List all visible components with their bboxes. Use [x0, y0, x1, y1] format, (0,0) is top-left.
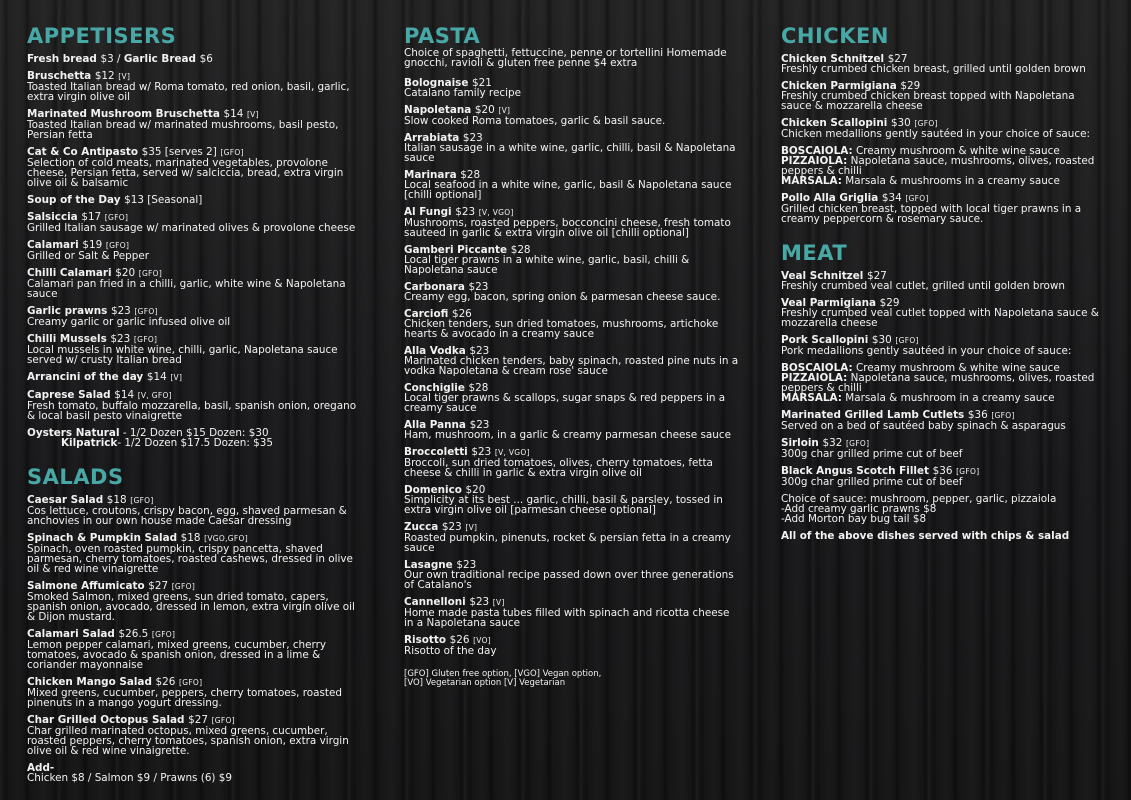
column-pasta	[404, 24, 739, 688]
menu-item	[27, 677, 357, 708]
item-description: Spinach, oven roasted pumpkin, crispy pancetta, shaved parmesan, cherry tomatoes, roasted cashews, dressed in olive oil & red wine vinaigrette	[27, 543, 353, 575]
menu-item	[27, 390, 357, 421]
item-price: $3	[100, 53, 114, 65]
item-price: $27	[866, 270, 887, 282]
sauce-name: MARSALA:	[781, 392, 842, 404]
item-price: $23	[469, 345, 490, 357]
dietary-tag: [V, VGO]	[478, 208, 514, 217]
dietary-tag: [GFO]	[138, 269, 163, 278]
add-label: Add-	[27, 762, 55, 774]
menu-item	[404, 282, 739, 302]
item-name: Calamari Salad	[27, 628, 115, 640]
menu-item	[781, 54, 1106, 74]
item-description: Creamy egg, bacon, spring onion & parmesan cheese sauce.	[404, 291, 721, 303]
sauce-description: Creamy mushroom & white wine sauce	[855, 362, 1060, 374]
sauce-description: Marsala & mushroom in a creamy sauce	[845, 392, 1055, 404]
menu-item	[27, 212, 357, 233]
add-line: Chicken $8 / Salmon $9 / Prawns (6) $9	[27, 772, 233, 784]
item-description: Local mussels in white wine, chilli, garlic, Napoletana sauce served w/ crusty Italian bread	[27, 344, 338, 366]
menu-item	[27, 306, 357, 327]
dietary-tag: [GFO]	[895, 336, 919, 345]
item-price: $23	[462, 132, 483, 144]
item-price: $23	[110, 333, 131, 345]
dietary-tag: [V]	[465, 523, 478, 532]
item-name: Marinara	[404, 169, 457, 181]
meat-choices	[781, 494, 1106, 524]
dietary-tag: [GFO]	[151, 630, 176, 639]
item-name: Chilli Mussels	[27, 333, 107, 345]
sauce-description: Napoletana sauce, mushrooms, olives, roasted peppers & chilli	[781, 155, 1095, 177]
item-description: Marinated chicken tenders, baby spinach, roasted pine nuts in a vodka Napoletana & cream rose' sauce	[404, 355, 739, 377]
menu-item	[404, 597, 739, 628]
item-name: Chicken Scallopini	[781, 117, 888, 129]
item-name: Marinated Grilled Lamb Cutlets	[781, 409, 965, 421]
menu-item	[781, 410, 1106, 431]
item-description: Our own traditional recipe passed down over three generations of Catalano's	[404, 569, 734, 591]
item-description: Catalano family recipe	[404, 87, 521, 99]
sauce-name: BOSCAIOLA:	[781, 145, 853, 157]
dietary-tag: [V]	[492, 598, 505, 607]
section-title-chicken: CHICKEN	[781, 24, 889, 48]
menu-item	[781, 298, 1106, 328]
menu-item	[781, 81, 1106, 111]
menu-item	[404, 170, 739, 200]
item-description: Served on a bed of sautéed baby spinach & asparagus	[781, 420, 1066, 432]
item-price: $23	[469, 596, 490, 608]
item-name: Fresh bread	[27, 53, 97, 65]
item-price: $26.5	[118, 628, 149, 640]
item-price: $18	[180, 532, 201, 544]
item-name: Cannelloni	[404, 596, 466, 608]
menu-item	[27, 581, 357, 622]
item-price: $27	[887, 53, 908, 65]
item-description: Simplicity at its best ... garlic, chilli, basil & parsley, tossed in extra virgin olive oil [parmesan cheese optional]	[404, 494, 723, 516]
sauce-name: PIZZAIOLA:	[781, 372, 848, 384]
item-name: Oysters Natural	[27, 427, 120, 439]
menu-item	[404, 309, 739, 339]
sauce-description: Napoletana sauce, mushrooms, olives, roasted peppers & chilli	[781, 372, 1095, 394]
item-name: Garlic prawns	[27, 305, 108, 317]
item-name: Salsiccia	[27, 211, 78, 223]
menu-item	[404, 383, 739, 413]
item-name: Alla Vodka	[404, 345, 466, 357]
item-name: Chilli Calamari	[27, 267, 112, 279]
dietary-tag: [GFO]	[171, 582, 196, 591]
item-description: Chicken medallions gently sautéed in your choice of sauce:	[781, 128, 1090, 140]
item-price: $14	[114, 389, 135, 401]
item-description: Italian sausage in a white wine, garlic, chilli, basil & Napoletana sauce	[404, 142, 736, 164]
menu-item	[781, 118, 1106, 139]
sauce-name: BOSCAIOLA:	[781, 362, 853, 374]
dietary-legend	[404, 670, 739, 688]
item-description: Roasted pumpkin, pinenuts, rocket & persian fetta in a creamy sauce	[404, 532, 731, 554]
dietary-tag: [GFO]	[104, 213, 129, 222]
item-price: $21	[472, 77, 492, 89]
chicken-sauce-list	[781, 146, 1106, 186]
item-price: - 1/2 Dozen $17.5 Dozen: $35	[117, 437, 274, 449]
item-description: Calamari pan fried in a chilli, garlic, white wine & Napoletana sauce	[27, 278, 346, 300]
item-name: Calamari	[27, 239, 79, 251]
item-price: $28	[510, 244, 531, 256]
item-description: Freshly crumbed chicken breast, grilled until golden brown	[781, 63, 1086, 75]
item-price: $28	[460, 169, 481, 181]
item-name: Veal Schnitzel	[781, 270, 864, 282]
item-name: Pork Scallopini	[781, 334, 869, 346]
item-price: $36	[967, 409, 988, 421]
item-name: Caesar Salad	[27, 494, 104, 506]
section-title-meat: MEAT	[781, 241, 848, 265]
column-appetisers-salads	[27, 24, 357, 790]
item-name: Conchiglie	[404, 382, 465, 394]
meat-list-2	[781, 410, 1106, 487]
item-name: Broccoletti	[404, 446, 468, 458]
item-description: Pork medallions gently sautéed in your choice of sauce:	[781, 345, 1072, 357]
item-name: Domenico	[404, 484, 462, 496]
menu-item	[27, 533, 357, 574]
appetisers-list	[27, 71, 357, 421]
item-price: $18	[106, 494, 127, 506]
sauce-option	[781, 156, 1106, 176]
item-price: $19	[82, 239, 103, 251]
section-title-salads: SALADS	[27, 465, 124, 489]
item-price: $35 [serves 2]	[141, 146, 217, 158]
item-description: Local tiger prawns in a white wine, garlic, basil, chilli & Napoletana sauce	[404, 254, 690, 276]
column-chicken-meat	[781, 24, 1106, 541]
item-description: Smoked Salmon, mixed greens, sun dried tomato, capers, spanish onion, avocado, dressed in lemon, extra virgin olive oil & Dijon mustard.	[27, 591, 355, 623]
dietary-tag: [GFO]	[105, 241, 130, 250]
menu-item	[781, 271, 1106, 291]
item-price: $26	[449, 634, 470, 646]
item-name: Black Angus Scotch Fillet	[781, 465, 929, 477]
item-description: Mushrooms, roasted peppers, bocconcini cheese, fresh tomato sauteed in garlic & extra virgin olive oil [chilli optional]	[404, 217, 731, 239]
item-description: Fresh tomato, buffalo mozzarella, basil, spanish onion, oregano & local basil pesto vinaigrette	[27, 400, 357, 422]
item-price: $28	[468, 382, 489, 394]
item-description: Toasted Italian bread w/ Roma tomato, red onion, basil, garlic, extra virgin olive oil	[27, 81, 350, 103]
item-name: Gamberi Piccante	[404, 244, 508, 256]
item-description: Ham, mushroom, in a garlic & creamy parmesan cheese sauce	[404, 429, 731, 441]
menu-item	[781, 466, 1106, 487]
item-name: Sirloin	[781, 437, 819, 449]
item-description: Selection of cold meats, marinated vegetables, provolone cheese, Persian fetta, served w/ salciccia, bread, extra virgin olive oil & balsamic	[27, 157, 344, 189]
menu-item	[404, 447, 739, 478]
sauce-description: Creamy mushroom & white wine sauce	[855, 145, 1060, 157]
item-description: Slow cooked Roma tomatoes, garlic & basil sauce.	[404, 115, 666, 127]
item-price: $29	[900, 80, 921, 92]
menu-item	[404, 105, 739, 126]
menu-item	[404, 133, 739, 163]
item-price: $23	[110, 305, 131, 317]
menu-item-fresh-bread	[27, 54, 357, 64]
dietary-tag: [GFO]	[178, 678, 203, 687]
dietary-tag: [GFO]	[133, 335, 158, 344]
menu-item	[27, 109, 357, 140]
item-description: 300g char grilled prime cut of beef	[781, 476, 963, 488]
item-price: $34	[881, 192, 902, 204]
dietary-tag: [GFO]	[914, 119, 938, 128]
item-price: $6	[199, 53, 213, 65]
item-price: $30	[871, 334, 892, 346]
item-separator: /	[113, 53, 124, 65]
item-name: Marinated Mushroom Bruschetta	[27, 108, 220, 120]
section-title-pasta: PASTA	[404, 24, 481, 48]
item-description: Toasted Italian bread w/ marinated mushrooms, basil pesto, Persian fetta	[27, 119, 339, 141]
item-price: - 1/2 Dozen $15 Dozen: $30	[119, 427, 269, 439]
item-name: Veal Parmigiana	[781, 297, 876, 309]
menu-item	[781, 193, 1106, 224]
item-description: Home made pasta tubes filled with spinach and ricotta cheese in a Napoletana sauce	[404, 607, 730, 629]
legend-line: [VO] Vegetarian option [V] Vegetarian	[404, 678, 566, 688]
item-description: Freshly crumbed veal cutlet, grilled until golden brown	[781, 280, 1065, 292]
item-name: Garlic Bread	[123, 53, 196, 65]
menu-item	[404, 560, 739, 590]
meat-list	[781, 271, 1106, 356]
item-description: Grilled or Salt & Pepper	[27, 250, 149, 262]
served-with-note: All of the above dishes served with chips & salad	[781, 530, 1070, 542]
dietary-tag: [V]	[170, 373, 183, 382]
item-name: Char Grilled Octopus Salad	[27, 714, 185, 726]
item-description: Cos lettuce, croutons, crispy bacon, egg, shaved parmesan & anchovies in our own house made Caesar dressing	[27, 505, 347, 527]
sauce-option	[781, 393, 1106, 403]
menu-item	[404, 245, 739, 275]
item-price: $26	[451, 308, 472, 320]
item-name: Chicken Schnitzel	[781, 53, 885, 65]
dietary-tag: [GFO]	[220, 148, 244, 157]
dietary-tag: [V]	[118, 72, 131, 81]
menu-item	[27, 268, 357, 299]
item-price: $27	[148, 580, 169, 592]
legend-line: [GFO] Gluten free option, [VGO] Vegan option,	[404, 669, 602, 679]
item-description: Mixed greens, cucumber, peppers, cherry tomatoes, roasted pinenuts in a mango yogurt dressing.	[27, 687, 342, 709]
menu-item	[404, 485, 739, 515]
item-price: $23	[469, 419, 490, 431]
menu-item	[404, 635, 739, 656]
menu-item	[27, 715, 357, 756]
item-name: Arrancini of the day	[27, 371, 144, 383]
item-description: Grilled chicken breast, topped with local tiger prawns in a creamy peppercorn & rosemary sauce.	[781, 203, 1082, 225]
dietary-tag: [GFO]	[991, 411, 1015, 420]
menu-item	[27, 372, 357, 383]
dietary-tag: [GFO]	[134, 307, 158, 316]
menu-item-oysters	[27, 428, 357, 448]
menu-item	[404, 420, 739, 440]
item-name: Pollo Alla Griglia	[781, 192, 879, 204]
sauce-name: PIZZAIOLA:	[781, 155, 848, 167]
dietary-tag: [GFO]	[845, 439, 870, 448]
pasta-list	[404, 78, 739, 656]
item-name: Zucca	[404, 521, 439, 533]
item-price: $23	[471, 446, 492, 458]
item-name: Napoletana	[404, 104, 472, 116]
menu-item	[27, 240, 357, 261]
item-price: $26	[155, 676, 176, 688]
add-prawns: -Add creamy garlic prawns $8	[781, 503, 937, 515]
item-price: $36	[932, 465, 953, 477]
dietary-tag: [V]	[498, 106, 511, 115]
item-price: $30	[890, 117, 911, 129]
menu-item	[404, 346, 739, 376]
item-description: Freshly crumbed chicken breast topped with Napoletana sauce & mozzarella cheese	[781, 90, 1075, 112]
sauce-description: Marsala & mushrooms in a creamy sauce	[845, 175, 1060, 187]
item-description: Lemon pepper calamari, mixed greens, cucumber, cherry tomatoes, avocado & spanish onion, dressed in a lime & coriander mayonnaise	[27, 639, 327, 671]
sauce-name: MARSALA:	[781, 175, 842, 187]
menu-item	[27, 195, 357, 205]
sauce-option	[781, 176, 1106, 186]
dietary-tag: [GFO]	[130, 496, 154, 505]
item-description: Chicken tenders, sun dried tomatoes, mushrooms, artichoke hearts & avocado in a creamy sauce	[404, 318, 719, 340]
item-description: Local tiger prawns & scallops, sugar snaps & red peppers in a creamy sauce	[404, 392, 726, 414]
item-price: $27	[188, 714, 208, 726]
menu-item	[404, 207, 739, 238]
item-description: Grilled Italian sausage w/ marinated olives & provolone cheese	[27, 222, 356, 234]
dietary-tag: [V, GFO]	[137, 391, 172, 400]
menu-item-salad-add	[27, 763, 357, 783]
item-price: $14	[146, 371, 167, 383]
pasta-intro: Choice of spaghetti, fettuccine, penne or tortellini Homemade gnocchi, ravioli & gluten free penne $4 extra	[404, 47, 727, 69]
dietary-tag: [VO]	[473, 636, 492, 645]
item-description: Risotto of the day	[404, 645, 497, 657]
meat-sauce-list	[781, 363, 1106, 403]
item-price: $29	[879, 297, 900, 309]
dietary-tag: [GFO]	[211, 716, 235, 725]
item-price: $20	[115, 267, 136, 279]
menu-item	[27, 147, 357, 188]
dietary-tag: [GFO]	[905, 194, 929, 203]
item-name: Soup of the Day	[27, 194, 121, 206]
chicken-pollo-list	[781, 193, 1106, 224]
item-name: Arrabiata	[404, 132, 460, 144]
item-name: Lasagne	[404, 559, 453, 571]
dietary-tag: [V]	[246, 110, 259, 119]
chicken-list	[781, 54, 1106, 139]
sauce-choice: Choice of sauce: mushroom, pepper, garlic, pizzaiola	[781, 493, 1057, 505]
item-price: $23	[441, 521, 462, 533]
item-name: Cat & Co Antipasto	[27, 146, 138, 158]
item-description: Freshly crumbed veal cutlet topped with Napoletana sauce & mozzarella cheese	[781, 307, 1099, 329]
menu-item	[404, 78, 739, 98]
sauce-option	[781, 373, 1106, 393]
item-name: Kilpatrick	[61, 437, 118, 449]
dietary-tag: [GFO]	[956, 467, 980, 476]
item-description: Broccoli, sun dried tomatoes, olives, cherry tomatoes, fetta cheese & chilli in garlic & extra virgin olive oil	[404, 457, 713, 479]
item-description: Creamy garlic or garlic infused olive oil	[27, 316, 231, 328]
menu-item	[781, 438, 1106, 459]
item-name: Bruschetta	[27, 70, 92, 82]
item-price: $23	[455, 206, 476, 218]
item-name: Alla Panna	[404, 419, 466, 431]
menu-item	[27, 495, 357, 526]
item-name: Bolognaise	[404, 77, 469, 89]
item-description: Local seafood in a white wine, garlic, basil & Napoletana sauce [chilli optional]	[404, 179, 732, 201]
item-name: Salmone Affumicato	[27, 580, 145, 592]
item-price: $32	[822, 437, 843, 449]
dietary-tag: [VGO,GFO]	[204, 534, 248, 543]
item-description: 300g char grilled prime cut of beef	[781, 448, 963, 460]
item-price: $17	[81, 211, 102, 223]
item-price: $20	[465, 484, 486, 496]
menu-item	[27, 71, 357, 102]
item-name: Risotto	[404, 634, 446, 646]
section-title-appetisers: APPETISERS	[27, 24, 177, 48]
menu-item	[781, 335, 1106, 356]
dietary-tag: [V, VGO]	[494, 448, 530, 457]
item-price: $23	[456, 559, 477, 571]
item-price: $14	[223, 108, 244, 120]
item-description: Char grilled marinated octopus, mixed greens, cucumber, roasted peppers, cherry tomatoes, spanish onion, extra virgin olive oil & red wine vinaigrette.	[27, 725, 349, 757]
item-price: $13 [Seasonal]	[124, 194, 203, 206]
item-name: Spinach & Pumpkin Salad	[27, 532, 178, 544]
menu-item	[27, 334, 357, 365]
menu-item	[27, 629, 357, 670]
menu-item	[404, 522, 739, 553]
item-name: Caprese Salad	[27, 389, 111, 401]
item-name: Chicken Mango Salad	[27, 676, 152, 688]
item-price: $23	[468, 281, 489, 293]
item-name: Chicken Parmigiana	[781, 80, 897, 92]
item-price: $20	[474, 104, 495, 116]
item-name: Carciofi	[404, 308, 449, 320]
item-name: Al Fungi	[404, 206, 452, 218]
salads-list	[27, 495, 357, 756]
item-price: $12	[94, 70, 115, 82]
item-name: Carbonara	[404, 281, 465, 293]
add-bug-tail: -Add Morton bay bug tail $8	[781, 513, 927, 525]
